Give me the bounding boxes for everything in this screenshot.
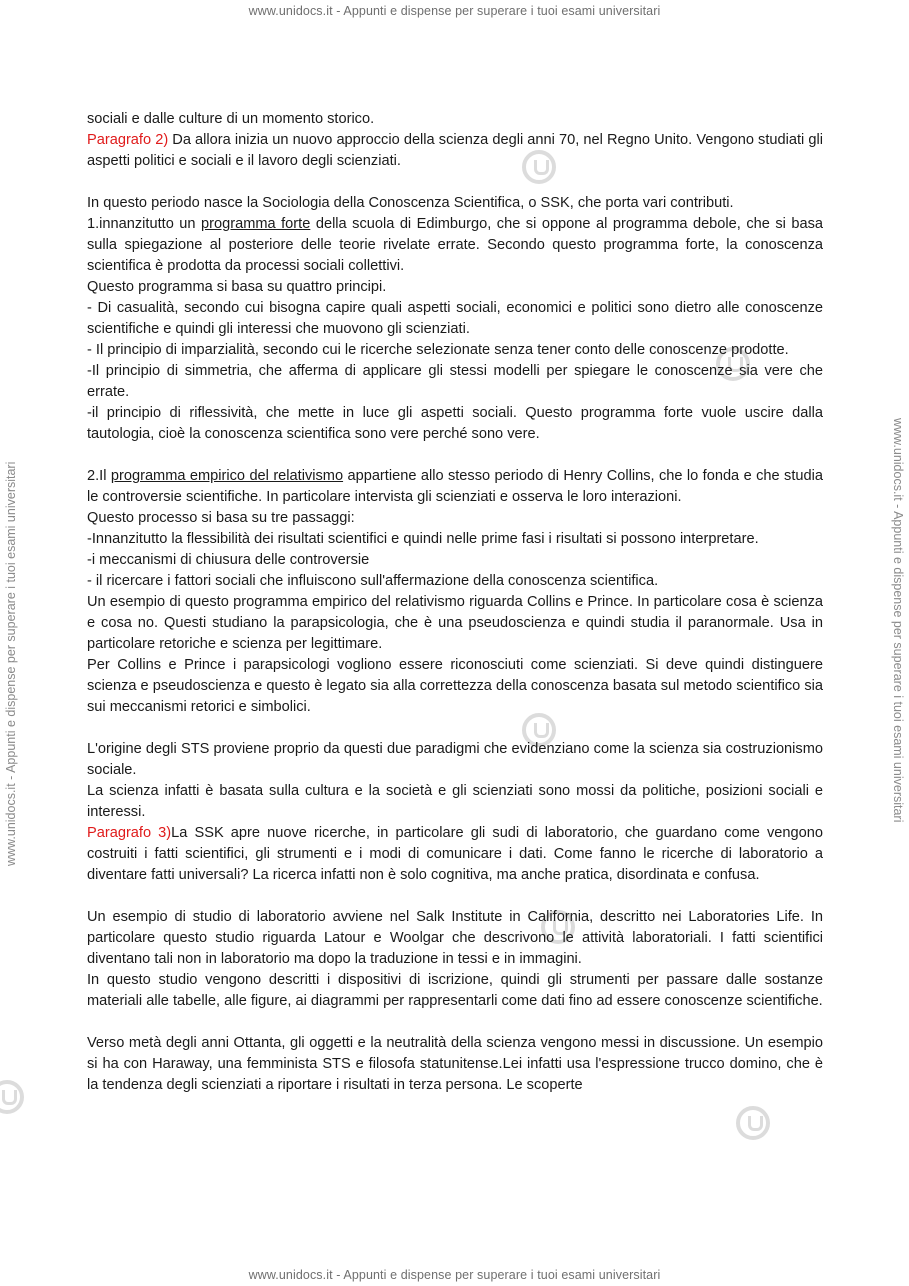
right-side-watermark: www.unidocs.it - Appunti e dispense per superare i tuoi esami universitari bbox=[891, 418, 905, 823]
paragraph: sociali e dalle culture di un momento storico. bbox=[87, 111, 375, 127]
paragraph-text: 2.Il bbox=[87, 468, 111, 484]
paragraph: Questo processo si basa su tre passaggi: bbox=[87, 510, 355, 526]
list-item: -Innanzitutto la flessibilità dei risultati scientifici e quindi nelle prime fasi i risultati si possono interpretare. bbox=[87, 531, 759, 547]
paragraph: Questo programma si basa su quattro principi. bbox=[87, 279, 387, 295]
paragraph: In questo studio vengono descritti i dispositivi di iscrizione, quindi gli strumenti per passare dalle sostanze materiali alle tabelle, alle figure, ai diagrammi per rappresentarli come dati fino ad essere conoscenze scientifiche. bbox=[87, 972, 823, 1009]
underlined-term: programma forte bbox=[201, 216, 311, 232]
document-body bbox=[87, 109, 823, 1096]
paragraph bbox=[87, 214, 823, 277]
section-label: Paragrafo 3) bbox=[87, 825, 172, 841]
paragraph bbox=[87, 130, 823, 172]
watermark-logo-icon bbox=[0, 1080, 24, 1114]
paragraph: L'origine degli STS proviene proprio da questi due paradigmi che evidenziano come la scienza sia costruzionismo sociale. bbox=[87, 741, 823, 778]
list-item: - Il principio di imparzialità, secondo cui le ricerche selezionate senza tener conto delle conoscenze prodotte. bbox=[87, 342, 789, 358]
left-side-watermark: www.unidocs.it - Appunti e dispense per superare i tuoi esami universitari bbox=[4, 461, 18, 866]
underlined-term: programma empirico del relativismo bbox=[110, 468, 344, 484]
list-item: -i meccanismi di chiusura delle controversie bbox=[87, 552, 370, 568]
list-item: -il principio di riflessività, che mette in luce gli aspetti sociali. Questo programma forte vuole uscire dalla tautologia, cioè la conoscenza scientifica sono vere perché sono vere. bbox=[87, 405, 823, 442]
paragraph-text: La SSK apre nuove ricerche, in particolare gli sudi di laboratorio, che guardano come vengono costruiti i fatti scientifici, gli strumenti e i modi di comunicare i dati. Come fanno le ricerche di laboratorio a diventare fatti universali? La ricerca infatti non è solo cognitiva, ma anche pratica, disordinata e confusa. bbox=[87, 825, 823, 883]
paragraph-text: della scuola di Edimburgo, che si oppone al programma debole, che si basa sulla spiegazione al posteriore delle teorie rivelate errate. Secondo questo programma forte, la conoscenza scientifica è prodotta da processi sociali collettivi. bbox=[87, 216, 824, 274]
paragraph-text: Da allora inizia un nuovo approccio della scienza degli anni 70, nel Regno Unito. Vengono studiati gli aspetti politici e sociali e il lavoro degli scienziati. bbox=[87, 132, 824, 169]
paragraph: Un esempio di questo programma empirico del relativismo riguarda Collins e Prince. In particolare cosa è scienza e cosa no. Questi studiano la parapsicologia, che è una pseudoscienza e quindi studia il paranormale. Usa in particolare retoriche e scienza per legittimare. bbox=[87, 594, 823, 652]
paragraph-text: appartiene allo stesso periodo di Henry Collins, che lo fonda e che studia le controversie scientifiche. In particolare intervista gli scienziati e osserva le loro interazioni. bbox=[87, 468, 823, 505]
footer-banner: www.unidocs.it - Appunti e dispense per superare i tuoi esami universitari bbox=[248, 1268, 661, 1282]
watermark-logo-icon bbox=[736, 1106, 770, 1140]
paragraph bbox=[87, 466, 823, 508]
list-item: - il ricercare i fattori sociali che influiscono sull'affermazione della conoscenza scientifica. bbox=[87, 573, 659, 589]
paragraph-text: 1.innanzitutto un bbox=[87, 216, 202, 232]
paragraph bbox=[87, 823, 823, 886]
paragraph: La scienza infatti è basata sulla cultura e la società e gli scienziati sono mossi da politiche, posizioni sociali e interessi. bbox=[87, 783, 823, 820]
paragraph: Un esempio di studio di laboratorio avviene nel Salk Institute in California, descritto nei Laboratories Life. In particolare questo studio riguarda Latour e Woolgar che descrivono le attività laboratoriali. I fatti scientifici diventano tali non in laboratorio ma dopo la traduzione in tessi e in immagini. bbox=[87, 909, 823, 967]
list-item: - Di casualità, secondo cui bisogna capire quali aspetti sociali, economici e politici sono dietro alle conoscenze scientifiche e quindi gli interessi che muovono gli scienziati. bbox=[87, 300, 823, 337]
list-item: -Il principio di simmetria, che afferma di applicare gli stessi modelli per spiegare le conoscenze sia vere che errate. bbox=[87, 363, 823, 400]
header-banner: www.unidocs.it - Appunti e dispense per superare i tuoi esami universitari bbox=[248, 4, 661, 18]
paragraph: Per Collins e Prince i parapsicologi vogliono essere riconosciuti come scienziati. Si deve quindi distinguere scienza e pseudoscienza e questo è legato sia alla correttezza della conoscenza basata sul metodo scientifico sia sui meccanismi retorici e simbolici. bbox=[87, 657, 823, 715]
section-label: Paragrafo 2) bbox=[87, 132, 169, 148]
paragraph: In questo periodo nasce la Sociologia della Conoscenza Scientifica, o SSK, che porta vari contributi. bbox=[87, 195, 734, 211]
paragraph: Verso metà degli anni Ottanta, gli oggetti e la neutralità della scienza vengono messi in discussione. Un esempio si ha con Haraway, una femminista STS e filosofa statunitense.Lei infatti usa l'espressione trucco domino, che è la tendenza degli scienziati a riportare i risultati in terza persona. Le scoperte bbox=[87, 1035, 823, 1093]
